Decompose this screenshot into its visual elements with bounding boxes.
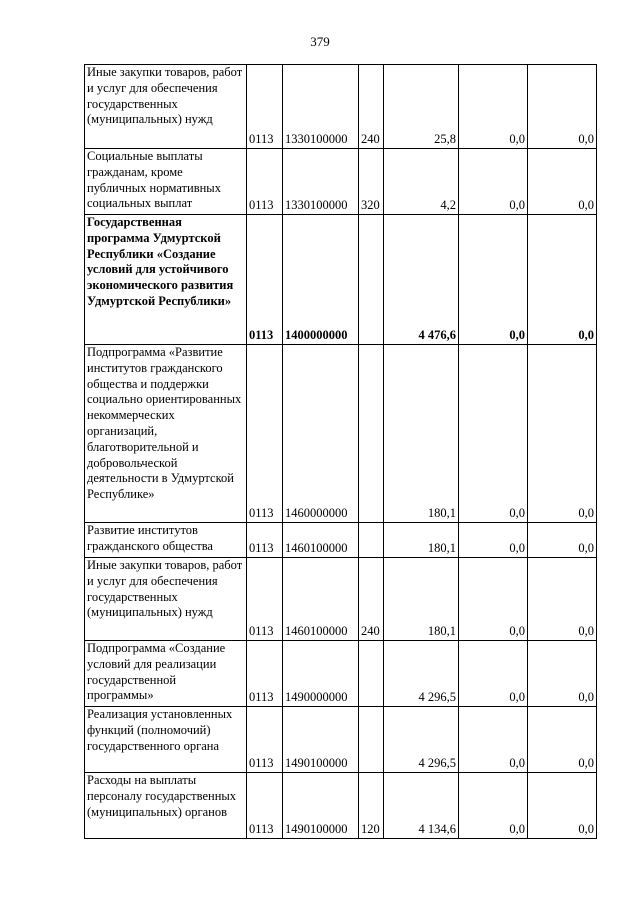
amount-cell: 0,0	[528, 65, 597, 149]
page-number: 379	[310, 34, 330, 49]
amount-cell: 0,0	[528, 707, 597, 773]
section-code-cell: 0113	[247, 345, 283, 523]
amount-cell: 0,0	[528, 345, 597, 523]
amount-cell: 0,0	[459, 641, 528, 707]
amount-cell: 0,0	[459, 345, 528, 523]
table-row	[85, 773, 597, 839]
expense-type-cell	[359, 215, 384, 345]
row-name-cell: Развитие институтов гражданского общества	[85, 523, 247, 558]
expense-type-cell: 240	[359, 65, 384, 149]
target-code-cell: 1330100000	[283, 149, 359, 215]
amount-cell: 0,0	[459, 523, 528, 558]
amount-cell: 25,8	[384, 65, 459, 149]
row-name-cell: Расходы на выплаты персоналу государственных (муниципальных) органов	[85, 773, 247, 839]
section-code-cell: 0113	[247, 773, 283, 839]
amount-cell: 4 134,6	[384, 773, 459, 839]
amount-cell: 0,0	[459, 149, 528, 215]
table-row	[85, 215, 597, 345]
amount-cell: 4 476,6	[384, 215, 459, 345]
table-row	[85, 345, 597, 523]
target-code-cell: 1490100000	[283, 707, 359, 773]
target-code-cell: 1400000000	[283, 215, 359, 345]
row-name-cell: Иные закупки товаров, работ и услуг для обеспечения государственных (муниципальных) нужд	[85, 558, 247, 641]
amount-cell: 0,0	[528, 641, 597, 707]
table-row	[85, 65, 597, 149]
table-body	[85, 65, 597, 839]
section-code-cell: 0113	[247, 707, 283, 773]
amount-cell: 0,0	[459, 215, 528, 345]
amount-cell: 4 296,5	[384, 641, 459, 707]
section-code-cell: 0113	[247, 149, 283, 215]
amount-cell: 0,0	[459, 773, 528, 839]
target-code-cell: 1490100000	[283, 773, 359, 839]
expense-type-cell	[359, 523, 384, 558]
row-name-cell: Иные закупки товаров, работ и услуг для обеспечения государственных (муниципальных) нужд	[85, 65, 247, 149]
expense-type-cell: 240	[359, 558, 384, 641]
amount-cell: 0,0	[528, 523, 597, 558]
row-name-cell: Социальные выплаты гражданам, кроме публичных нормативных социальных выплат	[85, 149, 247, 215]
row-name-cell: Реализация установленных функций (полномочий) государственного органа	[85, 707, 247, 773]
section-code-cell: 0113	[247, 523, 283, 558]
section-code-cell: 0113	[247, 558, 283, 641]
amount-cell: 0,0	[459, 558, 528, 641]
section-code-cell: 0113	[247, 641, 283, 707]
row-name-cell: Государственная программа Удмуртской Республики «Создание условий для устойчивого экономического развития Удмуртской Республики»	[85, 215, 247, 345]
section-code-cell: 0113	[247, 65, 283, 149]
amount-cell: 180,1	[384, 523, 459, 558]
target-code-cell: 1460100000	[283, 558, 359, 641]
expense-type-cell	[359, 707, 384, 773]
row-name-cell: Подпрограмма «Создание условий для реализации государственной программы»	[85, 641, 247, 707]
target-code-cell: 1490000000	[283, 641, 359, 707]
table-row	[85, 641, 597, 707]
amount-cell: 0,0	[528, 215, 597, 345]
amount-cell: 0,0	[528, 149, 597, 215]
amount-cell: 0,0	[528, 773, 597, 839]
table-row	[85, 707, 597, 773]
amount-cell: 4,2	[384, 149, 459, 215]
amount-cell: 180,1	[384, 345, 459, 523]
expense-type-cell: 320	[359, 149, 384, 215]
expense-type-cell: 120	[359, 773, 384, 839]
row-name-cell: Подпрограмма «Развитие институтов гражданского общества и поддержки социально ориентированных некоммерческих организаций, благотворительной и добровольческой деятельности в Удмуртской Республике»	[85, 345, 247, 523]
target-code-cell: 1330100000	[283, 65, 359, 149]
amount-cell: 0,0	[459, 65, 528, 149]
table-row	[85, 558, 597, 641]
table-row	[85, 149, 597, 215]
expense-type-cell	[359, 345, 384, 523]
section-code-cell: 0113	[247, 215, 283, 345]
expense-type-cell	[359, 641, 384, 707]
amount-cell: 180,1	[384, 558, 459, 641]
table-row	[85, 523, 597, 558]
amount-cell: 0,0	[528, 558, 597, 641]
amount-cell: 0,0	[459, 707, 528, 773]
target-code-cell: 1460100000	[283, 523, 359, 558]
budget-table	[84, 64, 597, 839]
amount-cell: 4 296,5	[384, 707, 459, 773]
target-code-cell: 1460000000	[283, 345, 359, 523]
